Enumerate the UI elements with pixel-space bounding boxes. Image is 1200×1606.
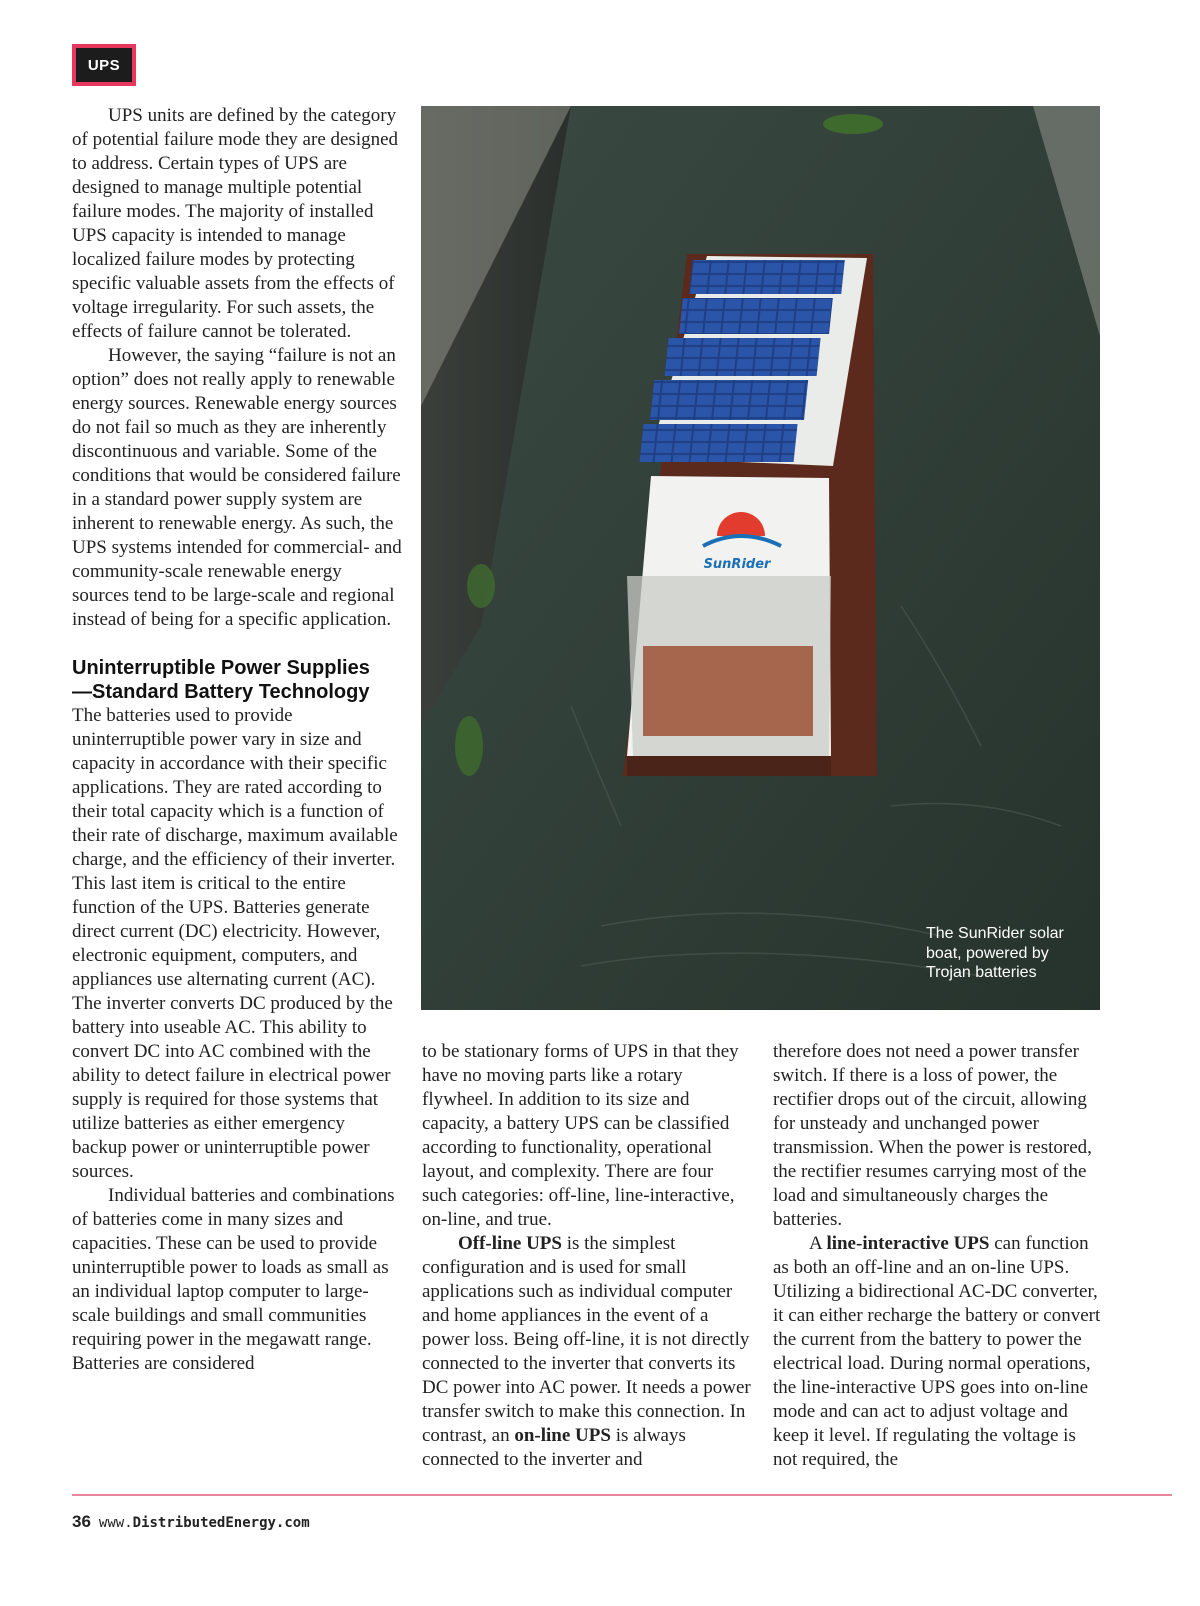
site-url-name: DistributedEnergy.com	[132, 1515, 310, 1531]
boat-photo	[421, 106, 1100, 1010]
body-paragraph: UPS units are defined by the category of potential failure mode they are designed to address. Certain types of UPS are designed to manage multiple potential failure modes. The majority of installed UPS capacity is intended to manage localized failure modes by protecting specific valuable assets from the effects of voltage irregularity. For such assets, the effects of failure cannot be tolerated.	[72, 105, 399, 342]
solar-boat-illustration	[421, 106, 1100, 1010]
body-paragraph: to be stationary forms of UPS in that they have no moving parts like a rotary flywheel. In addition to its size and capacity, a battery UPS can be classified according to functionality, operational layout, and complexity. There are four such categories: off-line, line-interactive, on-line, and true.	[422, 1041, 739, 1230]
page-footer	[72, 1512, 310, 1532]
paragraph-text: is the simplest configuration and is used for small applications such as individual computer and home appliances in the event of a power loss. Being off-line, it is not directly connected to the inverter that converts its DC power into AC power. It needs a power transfer switch to make this connection. In contrast, an	[422, 1233, 751, 1446]
body-paragraph: The batteries used to provide uninterruptible power vary in size and capacity in accordance with their specific applications. They are rated according to their total capacity which is a function of their rate of discharge, maximum available charge, and the efficiency of their inverter. This last item is critical to the entire function of the UPS. Batteries generate direct current (DC) electricity. However, electronic equipment, computers, and appliances use alternating current (AC). The inverter converts DC produced by the battery into useable AC. This ability to convert DC into AC combined with the ability to detect failure in electrical power supply is required for those systems that utilize batteries as either emergency backup power or uninterruptible power sources.	[72, 705, 398, 1182]
section-subhead	[72, 656, 402, 704]
paragraph-text: can function as both an off-line and an on-line UPS. Utilizing a bidirectional AC-DC converter, it can either recharge the battery or convert the current from the battery to power the electrical load. During normal operations, the line-interactive UPS goes into on-line mode and can act to adjust voltage and keep it level. If regulating the voltage is not required, the	[773, 1233, 1101, 1470]
term-online-ups: on-line UPS	[514, 1425, 611, 1446]
body-paragraph: However, the saying “failure is not an option” does not really apply to renewable energy sources. Renewable energy sources do not fail so much as they are inherently discontinuous and variable. Some of the conditions that would be considered failure in a standard power supply system are inherent to renewable energy. As such, the UPS systems intended for commercial- and community-scale renewable energy sources tend to be large-scale and regional instead of being for a specific application.	[72, 345, 402, 630]
term-line-interactive-ups: line-interactive UPS	[826, 1233, 990, 1254]
body-paragraph	[422, 1232, 752, 1472]
body-paragraph	[773, 1232, 1103, 1472]
paragraph-text: A	[809, 1233, 827, 1254]
term-offline-ups: Off-line UPS	[458, 1233, 562, 1254]
section-tag	[72, 44, 136, 86]
paragraph-text: is always connected to the inverter and	[422, 1425, 686, 1470]
site-url-prefix: www.	[98, 1515, 133, 1531]
subhead-line-1: Uninterruptible Power Supplies	[72, 657, 370, 679]
boat-logo-text: SunRider	[703, 557, 771, 572]
page-number: 36	[72, 1512, 91, 1531]
subhead-line-2: —Standard Battery Technology	[72, 681, 370, 703]
site-url	[99, 1515, 310, 1531]
left-column	[72, 104, 402, 1376]
section-tag-label: UPS	[76, 48, 132, 82]
body-paragraph: therefore does not need a power transfer switch. If there is a loss of power, the rectifier drops out of the circuit, allowing for unsteady and unchanged power transmission. When the power is restored, the rectifier resumes carrying most of the load and simultaneously charges the batteries.	[773, 1041, 1092, 1230]
right-column	[773, 1040, 1103, 1472]
body-paragraph: Individual batteries and combinations of batteries come in many sizes and capacities. These can be used to provide uninterruptible power to loads as small as an individual laptop computer to large-scale buildings and small communities requiring power in the megawatt range. Batteries are considered	[72, 1185, 395, 1374]
middle-column	[422, 1040, 752, 1472]
footer-rule	[72, 1494, 1172, 1496]
photo-caption: The SunRider solar boat, powered by Trojan batteries	[926, 925, 1064, 981]
